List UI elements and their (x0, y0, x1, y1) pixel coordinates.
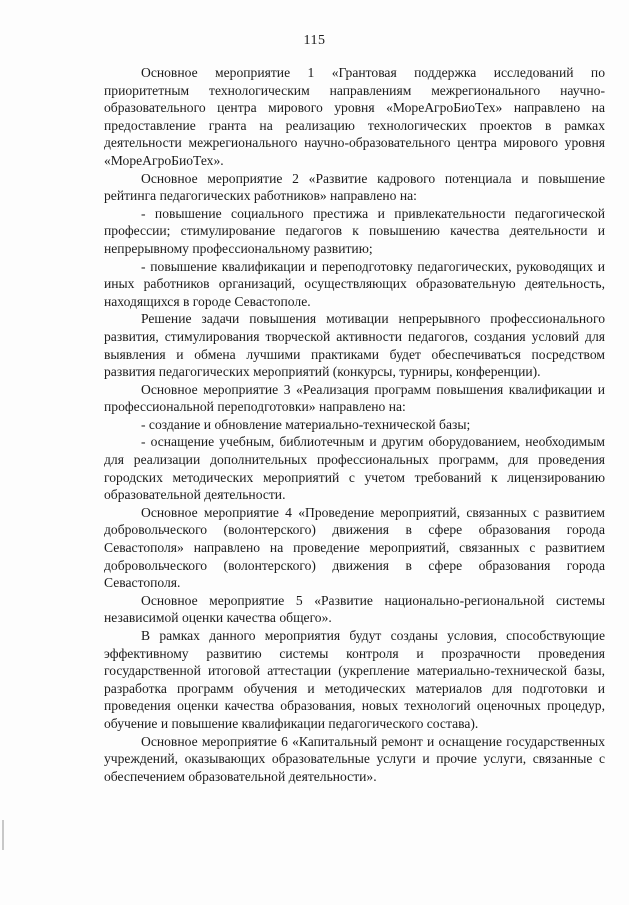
document-body (104, 64, 605, 785)
paragraph-event-6: Основное мероприятие 6 «Капитальный ремонт и оснащение государственных учреждений, оказывающих образовательные услуги и прочие услуги, связанные с обеспечением образовательной деятельности». (104, 733, 605, 784)
paragraph-event-5-details: В рамках данного мероприятия будут созданы условия, способствующие эффективному развитию системы контроля и прозрачности проведения государственной итоговой аттестации (укрепление материально-технической базы, разработка программ обучения и методических материалов для подготовки и проведения оценки качества образования, новых технологий оценочных процедур, обучение и повышение квалификации педагогического состава). (104, 628, 605, 731)
paragraph-event-5: Основное мероприятие 5 «Развитие национально-региональной системы независимой оценки качества общего». (104, 592, 605, 626)
bullet-qualification: - повышение квалификации и переподготовку педагогических, руководящих и иных работников организаций, осуществляющих образовательную деятельность, находящихся в городе Севастополе. (104, 258, 605, 309)
bullet-material-base: - создание и обновление материально-технической базы; (141, 416, 471, 432)
paragraph-event-1: Основное мероприятие 1 «Грантовая поддержка исследований по приоритетным технологическим направлениям межрегионального научно-образовательного центра мирового уровня «МореАгроБиоТех» направлено на предоставление гранта на реализацию технологических проектов в рамках деятельности межрегионального научно-образовательного центра мирового уровня «МореАгроБиоТех». (104, 65, 605, 168)
page-number: 115 (303, 33, 326, 48)
bullet-equipment: - оснащение учебным, библиотечным и другим оборудованием, необходимым для реализации дополнительных профессиональных программ, для проведения городских методических мероприятий с учетом требований к лицензированию образовательной деятельности. (104, 434, 605, 503)
paragraph-event-2: Основное мероприятие 2 «Развитие кадрового потенциала и повышение рейтинга педагогических работников» направлено на: (104, 170, 605, 204)
paragraph-event-3: Основное мероприятие 3 «Реализация программ повышения квалификации и профессиональной переподготовки» направлено на: (104, 381, 605, 415)
paragraph-event-4: Основное мероприятие 4 «Проведение мероприятий, связанных с развитием добровольческого (волонтерского) движения в сфере образования города Севастополя» направлено на проведение мероприятий, связанных с развитием добровольческого (волонтерского) движения в сфере образования города Севастополя. (104, 504, 605, 591)
paragraph-motivation: Решение задачи повышения мотивации непрерывного профессионального развития, стимулирования творческой активности педагогов, создания условий для выявления и обмена лучшими практиками будет обеспечиваться посредством развития педагогических мероприятий (конкурсы, турниры, конференции). (104, 311, 605, 380)
scan-edge-mark (2, 820, 4, 850)
bullet-prestige: - повышение социального престижа и привлекательности педагогической профессии; стимулирование педагогов к повышению качества деятельности и непрерывному профессиональному развитию; (104, 205, 605, 256)
